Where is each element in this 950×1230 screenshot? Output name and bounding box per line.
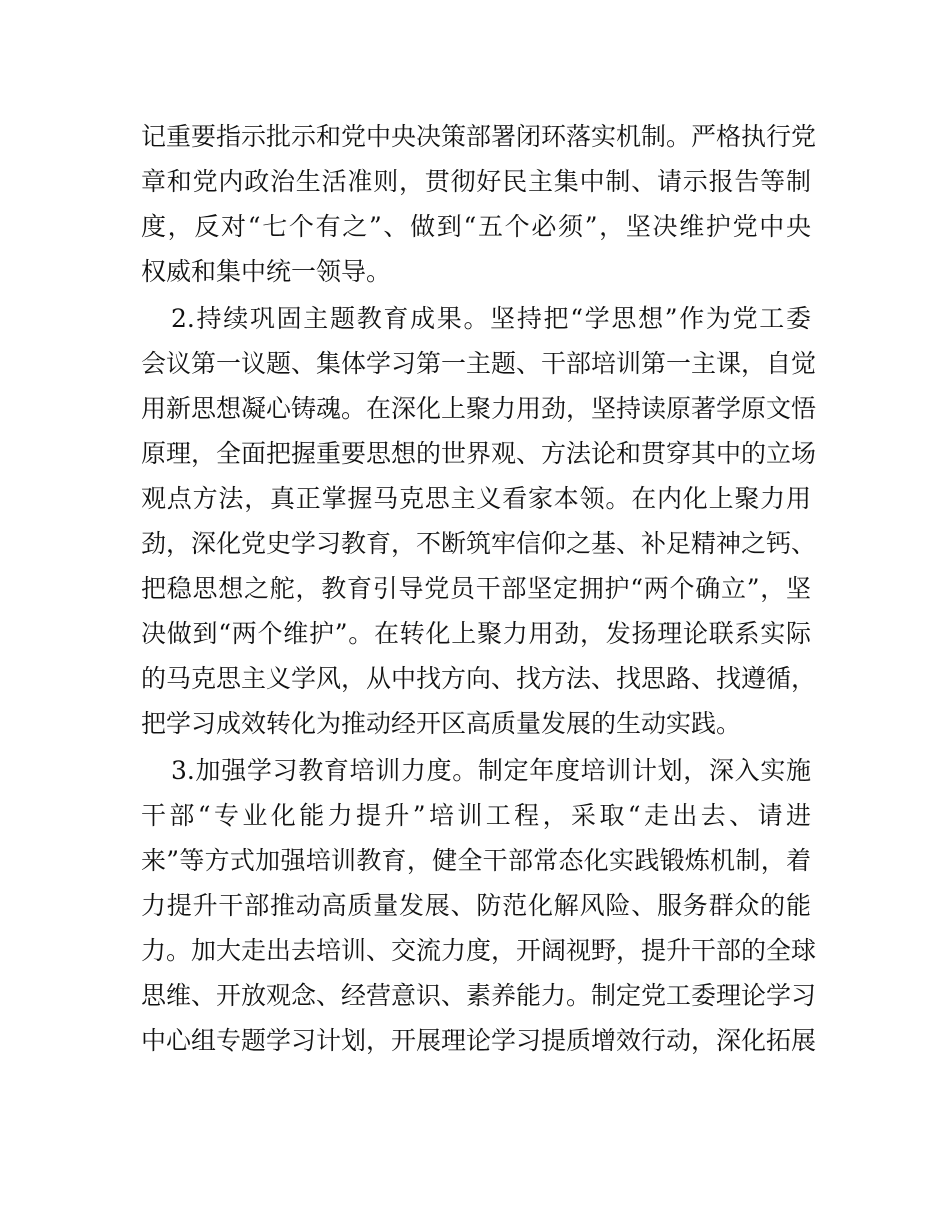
text-line: 权威和集中统一领导。	[141, 257, 392, 286]
text-line: 中心组专题学习计划，开展理论学习提质增效行动，深化拓展	[141, 1026, 817, 1055]
text-line: 来”等方式加强培训教育，健全干部常态化实践锻炼机制，着	[141, 846, 811, 875]
paragraph-heading-2: 2.持续巩固主题教育成果。坚持把“学思想”作为党工委	[171, 304, 811, 333]
text-line: 观点方法，真正掌握马克思主义看家本领。在内化上聚力用	[141, 484, 811, 513]
text-line: 力提升干部推动高质量发展、防范化解风险、服务群众的能	[141, 891, 811, 920]
text-line: 原理，全面把握重要思想的世界观、方法论和贯穿其中的立场	[141, 439, 817, 468]
text-line: 会议第一议题、集体学习第一主题、干部培训第一主课，自觉	[141, 349, 817, 378]
text-line: 干部“专业化能力提升”培训工程，采取“走出去、请进	[141, 801, 811, 830]
text-line: 用新思想凝心铸魂。在深化上聚力用劲，坚持读原著学原文悟	[141, 394, 817, 423]
text-line: 思维、开放观念、经营意识、素养能力。制定党工委理论学习	[141, 981, 817, 1010]
text-line: 记重要指示批示和党中央决策部署闭环落实机制。严格执行党	[141, 122, 817, 151]
text-line: 的马克思主义学风，从中找方向、找方法、找思路、找遵循，	[141, 664, 817, 693]
text-line: 力。加大走出去培训、交流力度，开阔视野，提升干部的全球	[141, 936, 817, 965]
text-line: 章和党内政治生活准则，贯彻好民主集中制、请示报告等制	[141, 167, 811, 196]
text-line: 度，反对“七个有之”、做到“五个必须”，坚决维护党中央	[141, 212, 811, 241]
text-line: 把稳思想之舵，教育引导党员干部坚定拥护“两个确立”，坚	[141, 574, 811, 603]
paragraph-heading-3: 3.加强学习教育培训力度。制定年度培训计划，深入实施	[171, 756, 811, 785]
text-line: 把学习成效转化为推动经开区高质量发展的生动实践。	[141, 709, 742, 738]
text-line: 劲，深化党史学习教育，不断筑牢信仰之基、补足精神之钙、	[141, 529, 817, 558]
text-line: 决做到“两个维护”。在转化上聚力用劲，发扬理论联系实际	[141, 619, 811, 648]
